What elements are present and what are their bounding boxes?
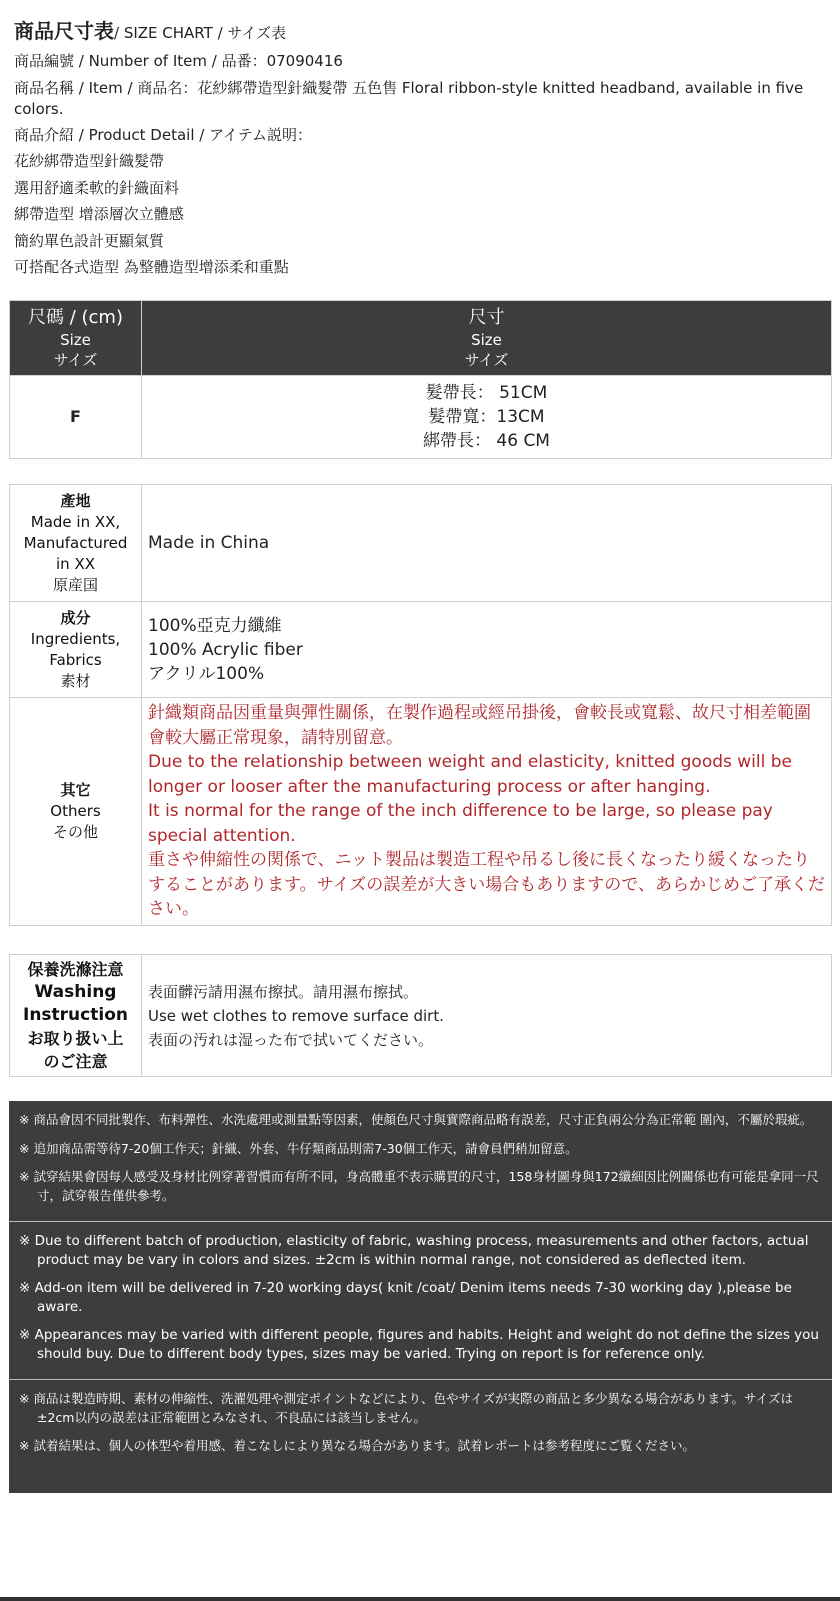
origin-label: 產地 Made in XX, Manufactured in XX 原産国 (10, 485, 142, 602)
title-main: 商品尺寸表 (14, 19, 114, 43)
measurement-line: 髮帶長： 51CM (425, 383, 548, 403)
detail-label: 商品介紹 / Product Detail / アイテム説明： (14, 125, 312, 144)
size-column-header: 尺碼 / (cm) Size サイズ (10, 301, 142, 376)
care-note: 針織類商品因重量與彈性關係，在製作過程或經吊掛後，會較長或寬鬆、故尺寸相差範圍會較大屬正常現象，請特別留意。 (148, 703, 811, 748)
fabric-row (10, 602, 832, 698)
fabric-value: 100%亞克力纖維 100% Acrylic fiber アクリル100% (142, 602, 832, 698)
origin-value: Made in China (142, 485, 832, 602)
others-value (142, 698, 832, 926)
others-row (10, 698, 832, 926)
care-note: Due to the relationship between weight and elasticity, knitted goods will be longer or looser after the manufacturing process or after hanging. (148, 752, 792, 797)
notice-item: ※ 試着結果は、個人の体型や着用感、着こなしにより異なる場合があります。試着レポートは参考程度にご覧ください。 (19, 1438, 695, 1453)
detail-line: 可搭配各式造型 為整體造型增添柔和重點 (14, 258, 289, 276)
detail-line: 簡約單色設計更顯氣質 (14, 231, 165, 250)
origin-row (10, 485, 832, 602)
fabric-label: 成分 Ingredients, Fabrics 素材 (10, 602, 142, 698)
notice-panel (9, 1101, 832, 1493)
notice-item: ※ Appearances may be varied with different people, figures and habits. Height and weight do not define the sizes you should buy. Due to different body types, sizes may be varied. Trying on report is for reference only. (19, 1327, 819, 1362)
measurement-column-header: 尺寸 Size サイズ (142, 301, 832, 376)
detail-line: 選用舒適柔軟的針織面料 (14, 178, 180, 197)
measurement-line: 綁帶長： 46 CM (423, 431, 550, 451)
size-table (9, 300, 832, 459)
notice-section-ja (9, 1380, 832, 1472)
notice-item: ※ Due to different batch of production, elasticity of fabric, washing process, measurements and other factors, actual product may be vary in colors and sizes. ±2cm is within normal range, not considered as deflected item. (19, 1233, 809, 1268)
care-note: 重さや伸縮性の関係で、ニット製品は製造工程や吊るし後に長くなったり緩くなったりすることがあります。サイズの誤差が大きい場合もありますので、あらかじめご了承ください。 (148, 850, 825, 919)
others-label: 其它 Others その他 (10, 698, 142, 926)
notice-item: ※ 商品は製造時期、素材の伸縮性、洗濯処理や測定ポイントなどにより、色やサイズが実際の商品と多少異なる場合があります。サイズは±2cm以内の誤差は正常範囲とみなされ、不良品には該当しません。 (19, 1391, 793, 1425)
notice-item: ※ 追加商品需等待7-20個工作天；針織、外套、牛仔類商品則需7-30個工作天，請會員們稍加留意。 (19, 1140, 578, 1156)
product-header (14, 16, 826, 281)
size-cell: F (10, 376, 142, 459)
measurement-line: 髮帶寬：13CM (428, 407, 545, 427)
size-table-header-row (10, 301, 832, 376)
measurement-cell (142, 376, 832, 459)
detail-line: 花紗綁帶造型針織髮帶 (14, 152, 165, 170)
care-note: It is normal for the range of the inch difference to be large, so please pay special attention. (148, 801, 773, 846)
notice-section-en (9, 1222, 832, 1380)
bottom-divider (0, 1597, 840, 1601)
item-name: 商品名稱 / Item / 商品名：花紗綁帶造型針織髮帶 五色售 Floral ribbon-style knitted headband, available in five colors. (14, 78, 804, 118)
washing-row (10, 955, 832, 1077)
notice-item: ※ Add-on item will be delivered in 7-20 working days( knit /coat/ Denim items needs 7-30 working day ),please be aware. (19, 1280, 792, 1315)
item-number: 商品編號 / Number of Item / 品番：07090416 (14, 52, 343, 70)
notice-item: ※ 商品會因不同批製作、布料彈性、水洗處理或測量點等因素，使顏色尺寸與實際商品略有誤差，尺寸正負兩公分為正常範 圍內，不屬於瑕疵。 (19, 1112, 813, 1127)
product-info-table (9, 484, 832, 926)
washing-label: 保養洗滌注意 Washing Instruction お取り扱い上 のご注意 (10, 955, 142, 1077)
notice-section-zh (9, 1101, 832, 1222)
washing-value: 表面髒污請用濕布擦拭。請用濕布擦拭。 Use wet clothes to remove surface dirt. 表面の汚れは湿った布で拭いてください。 (142, 955, 832, 1077)
page-title (14, 16, 826, 48)
washing-table (9, 954, 832, 1077)
notice-item: ※ 試穿結果會因每人感受及身材比例穿著習慣而有所不同，身高體重不表示購買的尺寸，158身材圖身與172纖細因比例關係也有可能是拿同一尺寸，試穿報告僅供參考。 (19, 1169, 819, 1203)
detail-line: 綁帶造型 增添層次立體感 (14, 205, 184, 223)
title-sub: / SIZE CHART / サイズ表 (114, 24, 287, 42)
table-row (10, 376, 832, 459)
